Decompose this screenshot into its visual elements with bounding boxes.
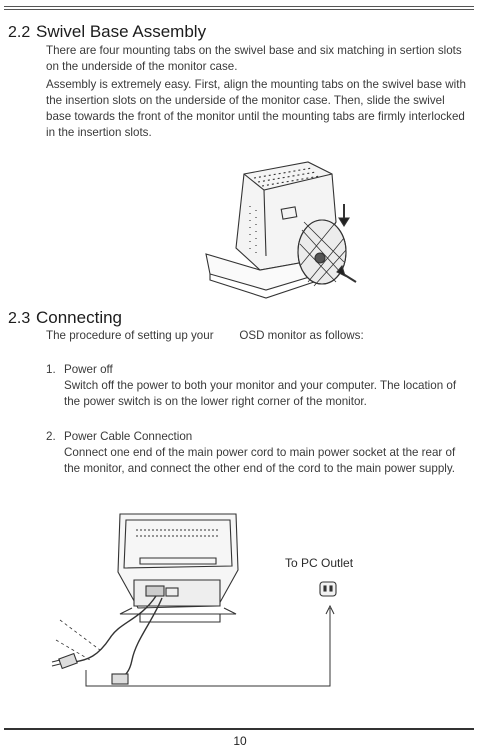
header-rule-secondary — [4, 9, 474, 10]
step-number: 1. — [46, 363, 56, 376]
header-rule — [4, 6, 474, 7]
section-number: 2.3 — [8, 310, 31, 327]
power-connection-illustration — [40, 510, 350, 690]
section-number: 2.2 — [8, 24, 31, 41]
outlet-label: To PC Outlet — [285, 556, 354, 570]
step-body: Connect one end of the main power cord to main power socket at the rear of the monitor, and connect the other end of the cord to the main power supply. — [64, 446, 456, 475]
footer-rule — [4, 728, 474, 730]
section-2-2-paragraph-1: There are four mounting tabs on the swivel base and six matching in sertion slots on the underside of the monitor case. — [46, 44, 462, 73]
section-2-2-heading — [8, 22, 206, 42]
page-number: 10 — [233, 734, 247, 748]
section-2-3-heading — [8, 308, 122, 328]
section-title: Connecting — [36, 308, 123, 327]
swivel-base-illustration — [196, 160, 366, 302]
section-2-3-intro: The procedure of setting up your OSD monitor as follows: — [46, 329, 364, 342]
step-number: 2. — [46, 430, 56, 443]
section-2-2-paragraph-2: Assembly is extremely easy. First, align the mounting tabs on the swivel base with the insertion slots on the underside of the monitor case. Then, slide the swivel base towards the front of the monitor until the mounting tabs are firmly interlocked in the insertion slots. — [46, 78, 466, 139]
section-title: Swivel Base Assembly — [36, 22, 207, 41]
list-item — [46, 362, 470, 410]
step-title: Power Cable Connection — [64, 430, 193, 443]
step-body: Switch off the power to both your monitor and your computer. The location of the power switch is on the lower right corner of the monitor. — [64, 379, 457, 408]
list-item — [46, 429, 470, 477]
step-title: Power off — [64, 363, 113, 376]
